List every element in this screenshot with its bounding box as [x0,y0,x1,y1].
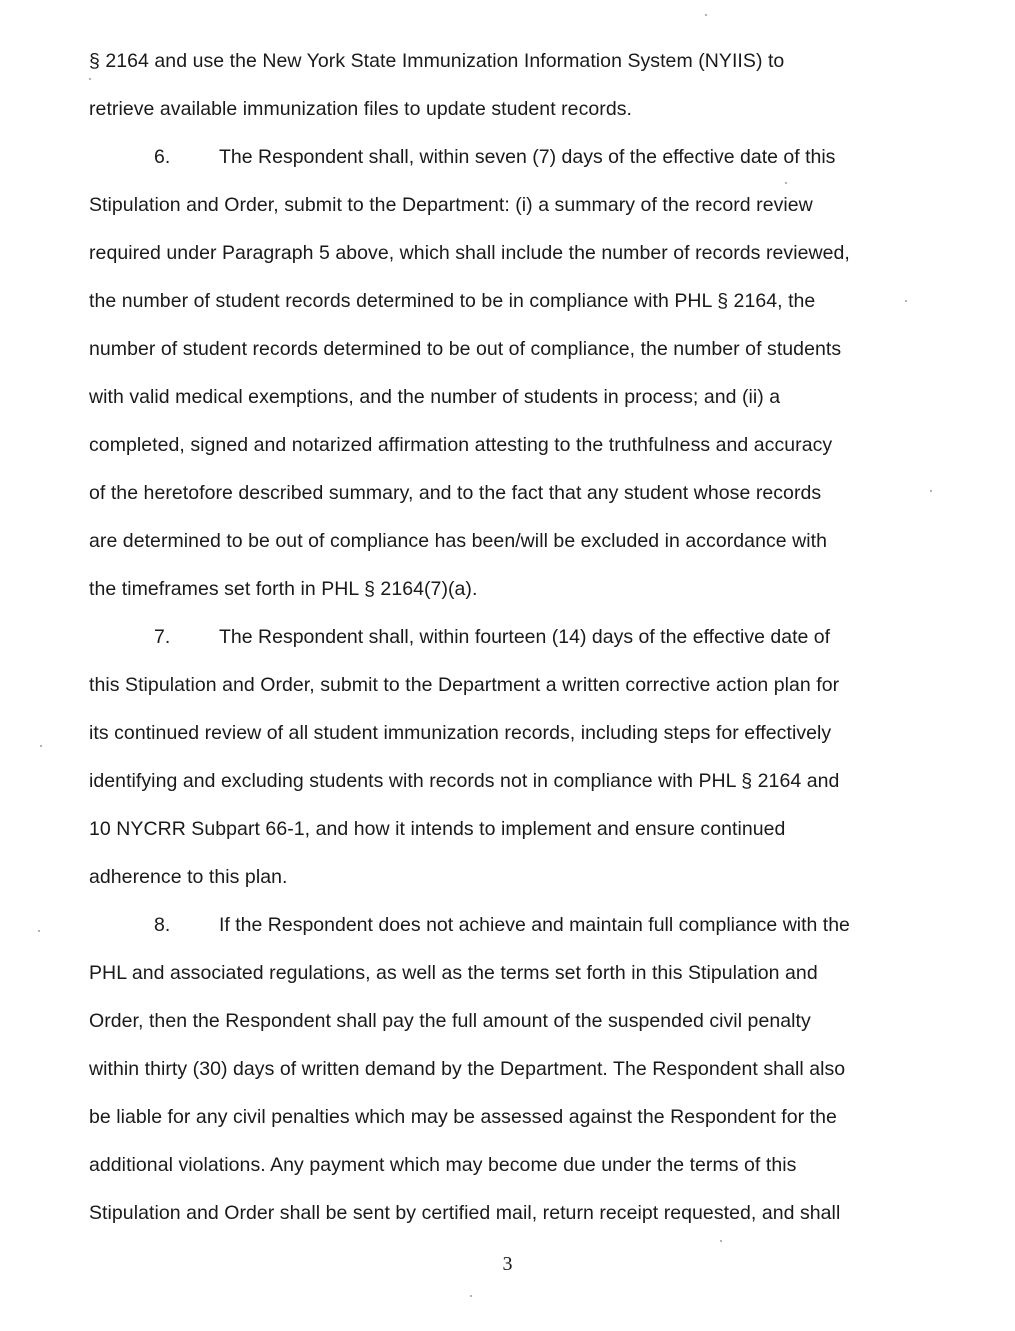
scan-speck [785,182,787,184]
text-line: retrieve available immunization files to update student records. [89,98,632,120]
paragraph-number-6: 6. [154,146,171,168]
text-line: adherence to this plan. [89,866,288,888]
paragraph-7-first-line: The Respondent shall, within fourteen (14) days of the effective date of [219,626,831,648]
scan-speck [89,78,91,80]
text-line: additional violations. Any payment which may become due under the terms of this [89,1154,797,1176]
text-line: number of student records determined to be out of compliance, the number of students [89,338,842,360]
text-line: the timeframes set forth in PHL § 2164(7)(a). [89,578,478,600]
text-line: with valid medical exemptions, and the number of students in process; and (ii) a [89,386,781,408]
scan-speck [930,490,932,492]
scan-speck [705,14,707,16]
paragraph-6-first-line: The Respondent shall, within seven (7) days of the effective date of this [219,146,836,168]
text-line: Order, then the Respondent shall pay the full amount of the suspended civil penalty [89,1010,811,1032]
text-line: be liable for any civil penalties which may be assessed against the Respondent for the [89,1106,837,1128]
text-line: its continued review of all student immunization records, including steps for effectively [89,722,832,744]
text-line: Stipulation and Order, submit to the Department: (i) a summary of the record review [89,194,813,216]
page-number: 3 [502,1253,513,1275]
text-line: required under Paragraph 5 above, which shall include the number of records reviewed, [89,242,850,264]
text-line: Stipulation and Order shall be sent by certified mail, return receipt requested, and shall [89,1202,841,1224]
scan-speck [905,300,907,302]
paragraph-8-first-line: If the Respondent does not achieve and maintain full compliance with the [219,914,850,936]
text-line: are determined to be out of compliance has been/will be excluded in accordance with [89,530,828,552]
paragraph-number-8: 8. [154,914,171,936]
scan-speck [470,1295,472,1297]
text-line: this Stipulation and Order, submit to the Department a written corrective action plan for [89,674,840,696]
text-line: § 2164 and use the New York State Immunization Information System (NYIIS) to [89,50,785,72]
paragraph-number-7: 7. [154,626,171,648]
scan-speck [38,930,40,932]
text-line: the number of student records determined to be in compliance with PHL § 2164, the [89,290,816,312]
text-line: PHL and associated regulations, as well as the terms set forth in this Stipulation and [89,962,818,984]
text-line: 10 NYCRR Subpart 66-1, and how it intends to implement and ensure continued [89,818,786,840]
text-line: of the heretofore described summary, and to the fact that any student whose records [89,482,822,504]
text-line: identifying and excluding students with records not in compliance with PHL § 2164 and [89,770,840,792]
scan-speck [40,745,42,747]
scan-speck [720,1240,722,1242]
text-line: within thirty (30) days of written demand by the Department. The Respondent shall also [89,1058,846,1080]
text-line: completed, signed and notarized affirmation attesting to the truthfulness and accuracy [89,434,833,456]
